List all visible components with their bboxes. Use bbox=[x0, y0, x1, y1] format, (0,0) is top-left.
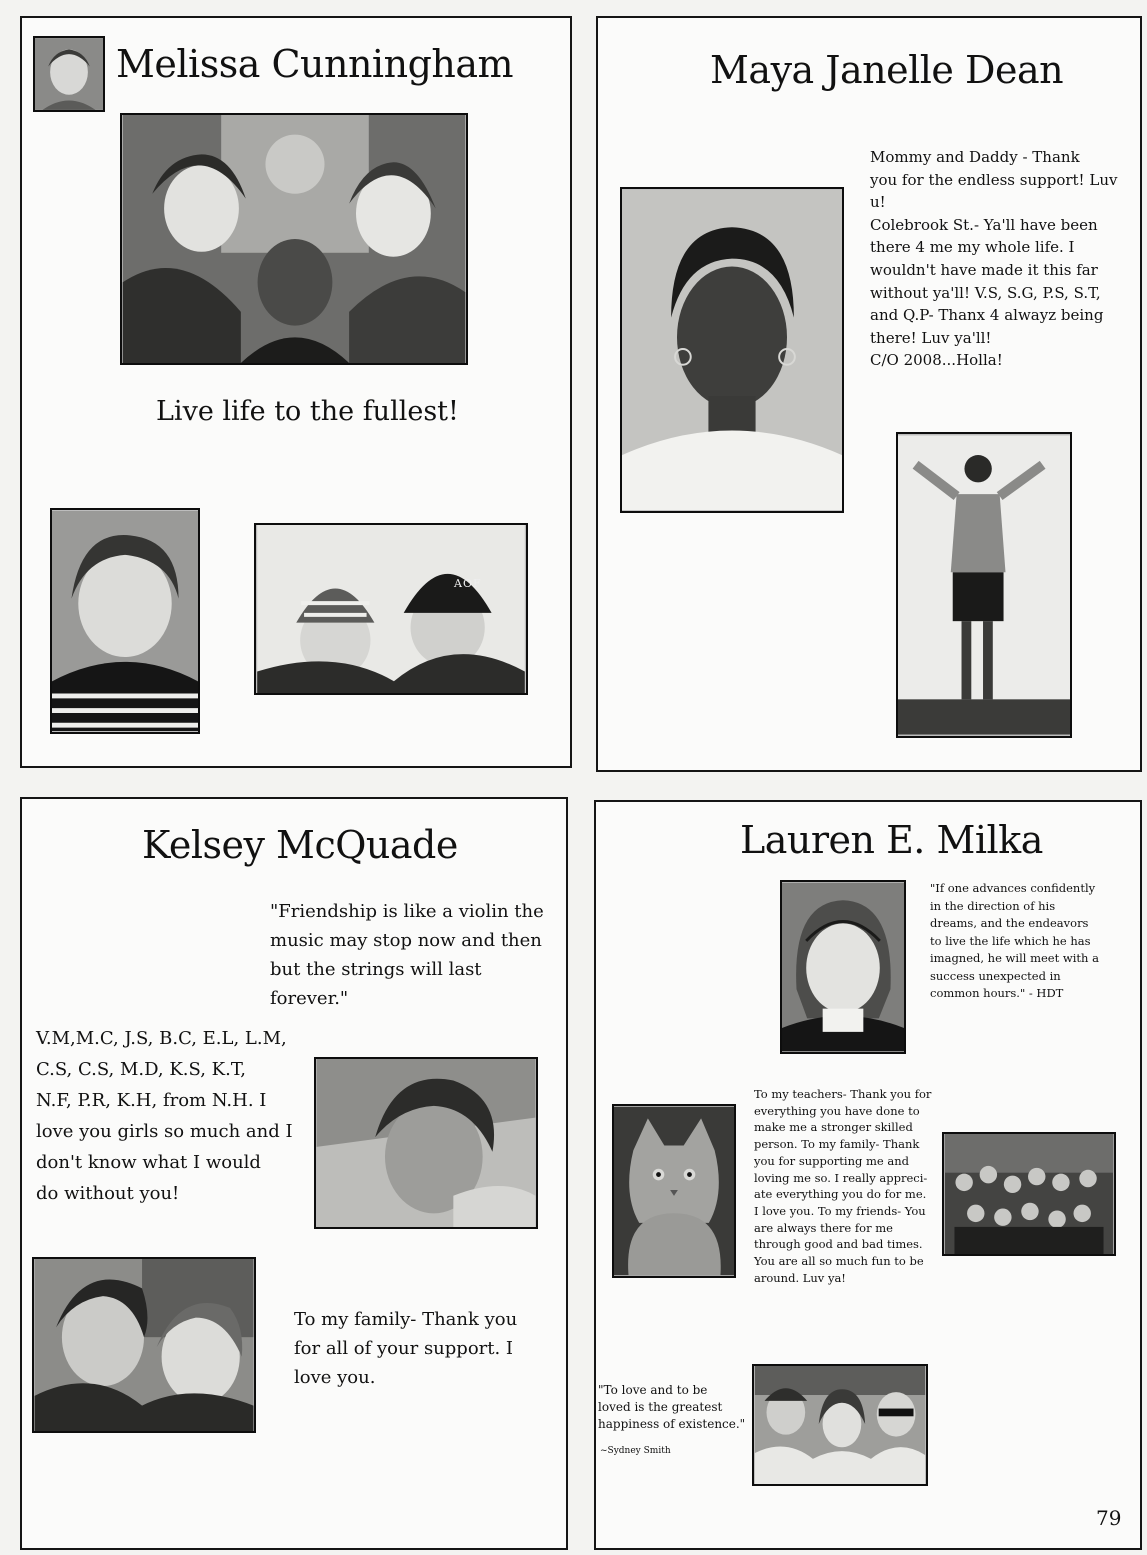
portrait-photo-maya bbox=[620, 187, 844, 513]
friends-message: V.M,M.C, J.S, B.C, E.L, L.M, C.S, C.S, M.D, K.S, K.T, N.F, P.R, K.H, from N.H. I love you girls so much and I don't know what I would do without you! bbox=[36, 1028, 293, 1204]
profile-panel-melissa bbox=[20, 16, 572, 768]
smiling-photo-kelsey bbox=[314, 1057, 538, 1229]
hat-text: AOF bbox=[454, 577, 482, 590]
love-quote: "To love and to be loved is the greatest happiness of existence." bbox=[598, 1383, 746, 1431]
group-photo-lauren-friends bbox=[942, 1132, 1116, 1256]
cat-photo-lauren bbox=[612, 1104, 736, 1278]
student-name: Maya Janelle Dean bbox=[710, 48, 1064, 92]
family-message: To my family- Thank you for all of your support. I love you. bbox=[294, 1309, 518, 1388]
personal-message: Mommy and Daddy - Thank you for the endless support! Luv u! Colebrook St.- Ya'll have been there 4 me my whole life. I wouldn't have made it this far without ya'll! V.S, S.G, P.S, S.T, and Q.P- Thanx 4 alwayz being there! Luv ya'll! C/O 2008...Holla! bbox=[870, 148, 1118, 370]
profile-panel-kelsey bbox=[20, 797, 568, 1550]
profile-panel-lauren bbox=[594, 800, 1142, 1550]
family-photo-lauren bbox=[752, 1364, 928, 1486]
friends-photo-kelsey bbox=[32, 1257, 256, 1433]
group-photo-melissa-friends bbox=[120, 113, 468, 365]
student-name: Melissa Cunningham bbox=[116, 42, 514, 86]
student-name: Kelsey McQuade bbox=[142, 823, 458, 867]
friendship-quote: "Friendship is like a violin the music may stop now and then but the strings will last forever." bbox=[270, 901, 544, 1009]
thanks-message: To my teachers- Thank you for everything you have done to make me a stronger skilled person. To my family- Thank you for supporting me and loving me so. I really appreci- ate everything you do for me. I love you. To my friends- You are always there for me through good and bad times. You are all so much fun to be around. Luv ya! bbox=[754, 1087, 932, 1285]
hdt-quote: "If one advances confidently in the direction of his dreams, and the endeavors to live the life which he has imagned, he will meet with a success unexpected in common hours." - HDT bbox=[930, 881, 1099, 1000]
student-name: Lauren E. Milka bbox=[740, 818, 1043, 862]
childhood-photo-melissa bbox=[50, 508, 200, 734]
page-number: 79 bbox=[1096, 1506, 1122, 1530]
love-quote-author: ~Sydney Smith bbox=[600, 1446, 671, 1456]
profile-panel-maya bbox=[596, 16, 1142, 772]
snow-photo-melissa bbox=[254, 523, 528, 695]
motto: Live life to the fullest! bbox=[156, 396, 459, 427]
full-body-photo-maya bbox=[896, 432, 1072, 738]
headshot-thumbnail-melissa bbox=[33, 36, 105, 112]
portrait-photo-lauren bbox=[780, 880, 906, 1054]
